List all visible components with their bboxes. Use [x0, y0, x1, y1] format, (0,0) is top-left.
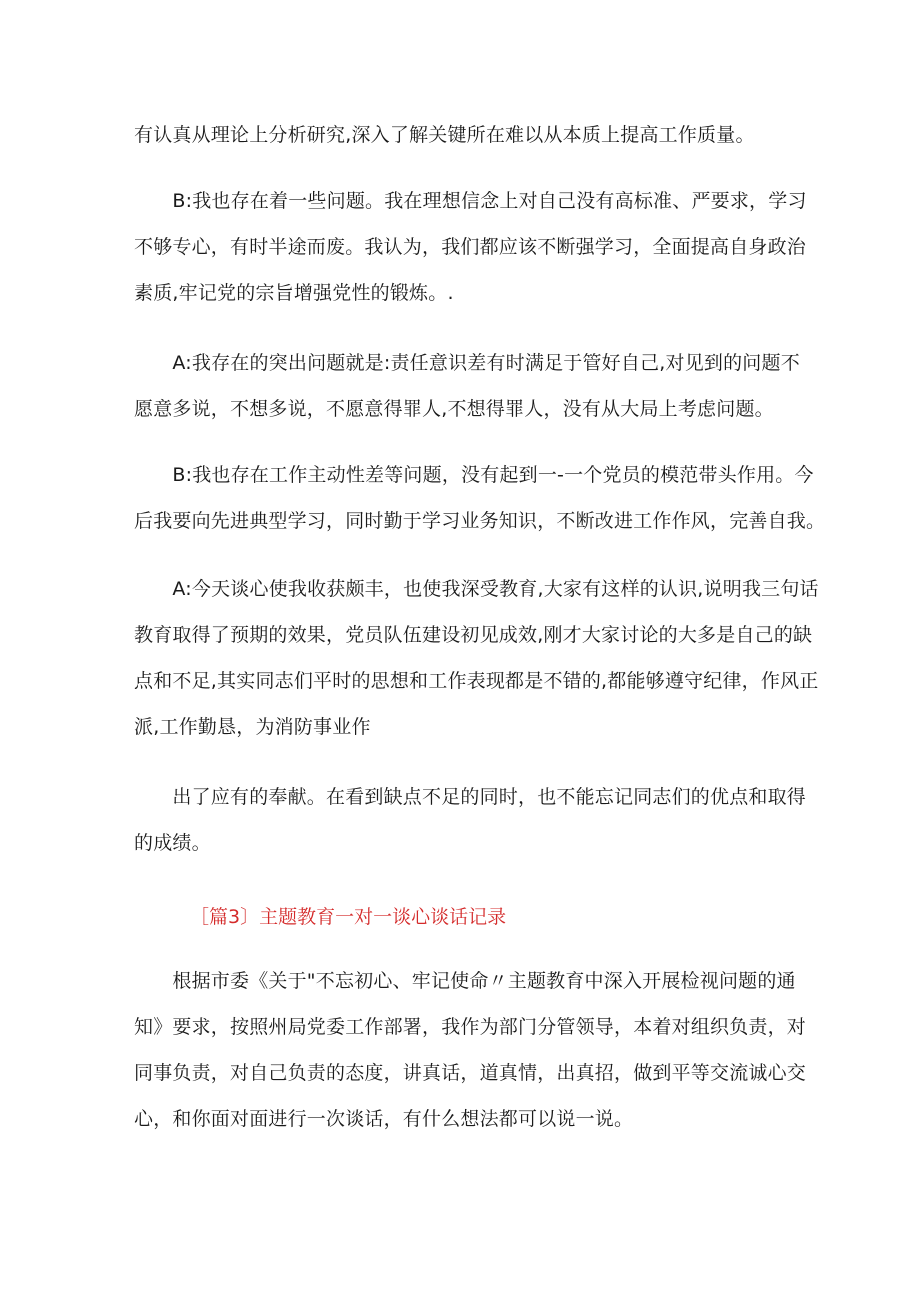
text-line: 的成绩。 [134, 832, 211, 854]
text-line: 心，和你面对面进行一次谈话，有什么想法都可以说一说。 [134, 1108, 634, 1130]
paragraph-2 [134, 178, 807, 316]
paragraph-6 [134, 774, 807, 866]
paragraph-4 [134, 452, 826, 544]
text-line: 同事负责，对自己负责的态度，讲真话，道真情，出真招，做到平等交流诚心交 [134, 1062, 807, 1084]
text-line: B:我也存在着一些问题。我在理想信念上对自己没有高标准、严要求，学习 [134, 190, 807, 212]
paragraph-3 [134, 340, 800, 432]
text-line: 素质,牢记党的宗旨增强党性的锻炼。. [134, 282, 454, 304]
text-line: 后我要向先进典型学习，同时勤于学习业务知识，不断改进工作作风，完善自我。 [134, 510, 826, 532]
text-line: 出了应有的奉献。在看到缺点不足的同时，也不能忘记同志们的优点和取得 [134, 786, 807, 808]
text-line: 不够专心，有时半途而废。我认为，我们都应该不断强学习，全面提高自身政治 [134, 236, 807, 258]
paragraph-5 [134, 566, 819, 750]
paragraph-7 [134, 958, 807, 1142]
text-line: 教育取得了预期的效果，党员队伍建设初见成效,刚才大家讨论的大多是自己的缺 [134, 624, 813, 646]
paragraph-1 [134, 112, 794, 158]
section-heading: ［篇3〕主题教育一对一谈心谈话记录 [190, 906, 507, 928]
text-line: 有认真从理论上分析研究,深入了解关键所在难以从本质上提高工作质量。 [134, 124, 755, 146]
text-line: 愿意多说，不想多说，不愿意得罪人,不想得罪人，没有从大局上考虑问题。 [134, 398, 774, 420]
text-line: 点和不足,其实同志们平时的思想和工作表现都是不错的,都能够遵守纪律，作风正 [134, 670, 819, 692]
text-line: A:我存在的突出问题就是:责任意识差有时满足于管好自己,对见到的问题不 [134, 352, 800, 374]
text-line: B:我也存在工作主动性差等问题，没有起到一-一个党员的模范带头作用。今 [134, 464, 814, 486]
text-line: 知》要求，按照州局党委工作部署，我作为部门分管领导，本着对组织负责，对 [134, 1016, 807, 1038]
text-line: 派,工作勤恳，为消防事业作 [134, 716, 371, 738]
text-line: A:今天谈心使我收获颇丰，也使我深受教育,大家有这样的认识,说明我三句话 [134, 578, 819, 600]
text-line: 根据市委《关于"不忘初心、牢记使命〃主题教育中深入开展检视问题的通 [134, 970, 796, 992]
